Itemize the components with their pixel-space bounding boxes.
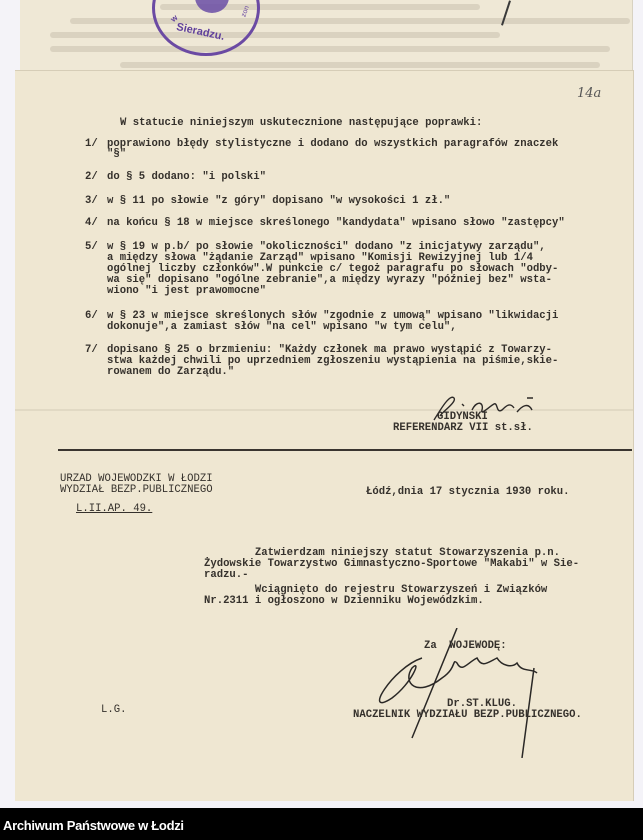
item-4-number: 4/ [85,217,98,229]
item-2-line-1: do § 5 dodano: "i polski" [107,171,266,183]
stamp-text-right: zon [240,4,251,19]
item-5-line-2: a między słowa "żądanie Zarząd" wpisano "Komisji Rewizyjnej lub 1/4 [107,252,533,264]
signatory-2-name: Dr.ST.KLUG. [447,698,517,710]
item-7-line-1: dopisano § 25 o brzmieniu: "Każdy członek ma prawo wystąpić z Towarzy- [107,344,553,356]
typist-initials: L.G. [101,704,127,716]
on-behalf-of-voivode: Za WOJEWODĘ: [424,640,507,652]
item-7-number: 7/ [85,344,98,356]
item-5-line-4: wa się" dopisano "ogólne zebranie",a między wyrazy "później bez" wsta- [107,274,553,286]
item-1-number: 1/ [85,138,98,150]
reference-number: L.II.AP. 49. [76,503,153,515]
item-7-line-3: rowanem do Zarządu." [107,366,235,378]
item-7-line-2: stwa każdej chwili po uprzedniem zgłoszeniu wystąpienia na piśmie,skie- [107,355,559,367]
signatory-2-title: NACZELNIK WYDZIAŁU BEZP.PUBLICZNEGO. [353,709,582,721]
approval-line-2: Żydowskie Towarzystwo Gimnastyczno-Sportowe "Makabi" w Sie- [204,558,580,570]
item-6-line-1: w § 23 w miejsce skreślonych słów "zgodnie z umową" wpisano "likwidacji [107,310,559,322]
item-4-line-1: na końcu § 18 w miejsce skreślonego "kandydata" wpisano słowo "zastępcy" [107,217,565,229]
item-5-line-3: ogólnej liczby członków".W punkcie c/ tegoż paragrafu po słowach "odby- [107,263,559,275]
stamp-text-sieradzu: Sieradzu. [175,21,226,43]
handwritten-signature-2-icon [362,628,572,758]
item-6-line-2: dokonuje",a zamiast słów "na cel" wpisano "w tym celu", [107,321,457,333]
section-divider [58,449,632,451]
page-number: 14a [577,86,602,101]
item-5-line-1: w § 19 w p.b/ po słowie "okoliczności" dodano "z inicjatywy zarządu", [107,241,546,253]
item-1-line-1: poprawiono błędy stylistyczne i dodano do wszystkich paragrafów znaczek [107,138,559,150]
eagle-emblem-icon [195,0,229,13]
approval-line-5: Nr.2311 i ogłoszono w Dzienniku Wojewódzkim. [204,595,484,607]
approval-line-4: Wciągnięto do rejestru Stowarzyszeń i Związków [204,584,548,596]
back-page [20,0,633,75]
approval-line-1: Zatwierdzam niniejszy statut Stowarzyszenia p.n. [204,547,561,559]
archive-name: Archiwum Państwowe w Łodzi [3,818,184,833]
signatory-1-title: REFERENDARZ VII st.sł. [393,422,533,434]
intro-line: W statucie niniejszym uskutecznione następujące poprawki: [120,117,483,129]
date-line: Łódź,dnia 17 stycznia 1930 roku. [366,486,570,498]
item-5-line-5: wiono "i jest prawomocne" [107,285,266,297]
item-3-line-1: w § 11 po słowie "z góry" dopisano "w wysokości 1 zł." [107,195,451,207]
item-6-number: 6/ [85,310,98,322]
office-name-line-2: WYDZIAŁ BEZP.PUBLICZNEGO [60,484,213,496]
approval-line-3: radzu.- [204,569,249,581]
signatory-1-name: GIDYNSKI [437,411,488,423]
item-1-line-2: "§" [107,148,127,160]
item-5-number: 5/ [85,241,98,253]
item-2-number: 2/ [85,171,98,183]
office-name-line-1: URZAD WOJEWODZKI W ŁODZI [60,473,213,485]
archive-footer [0,808,643,840]
item-3-number: 3/ [85,195,98,207]
stamp-text-w: w [168,13,180,24]
